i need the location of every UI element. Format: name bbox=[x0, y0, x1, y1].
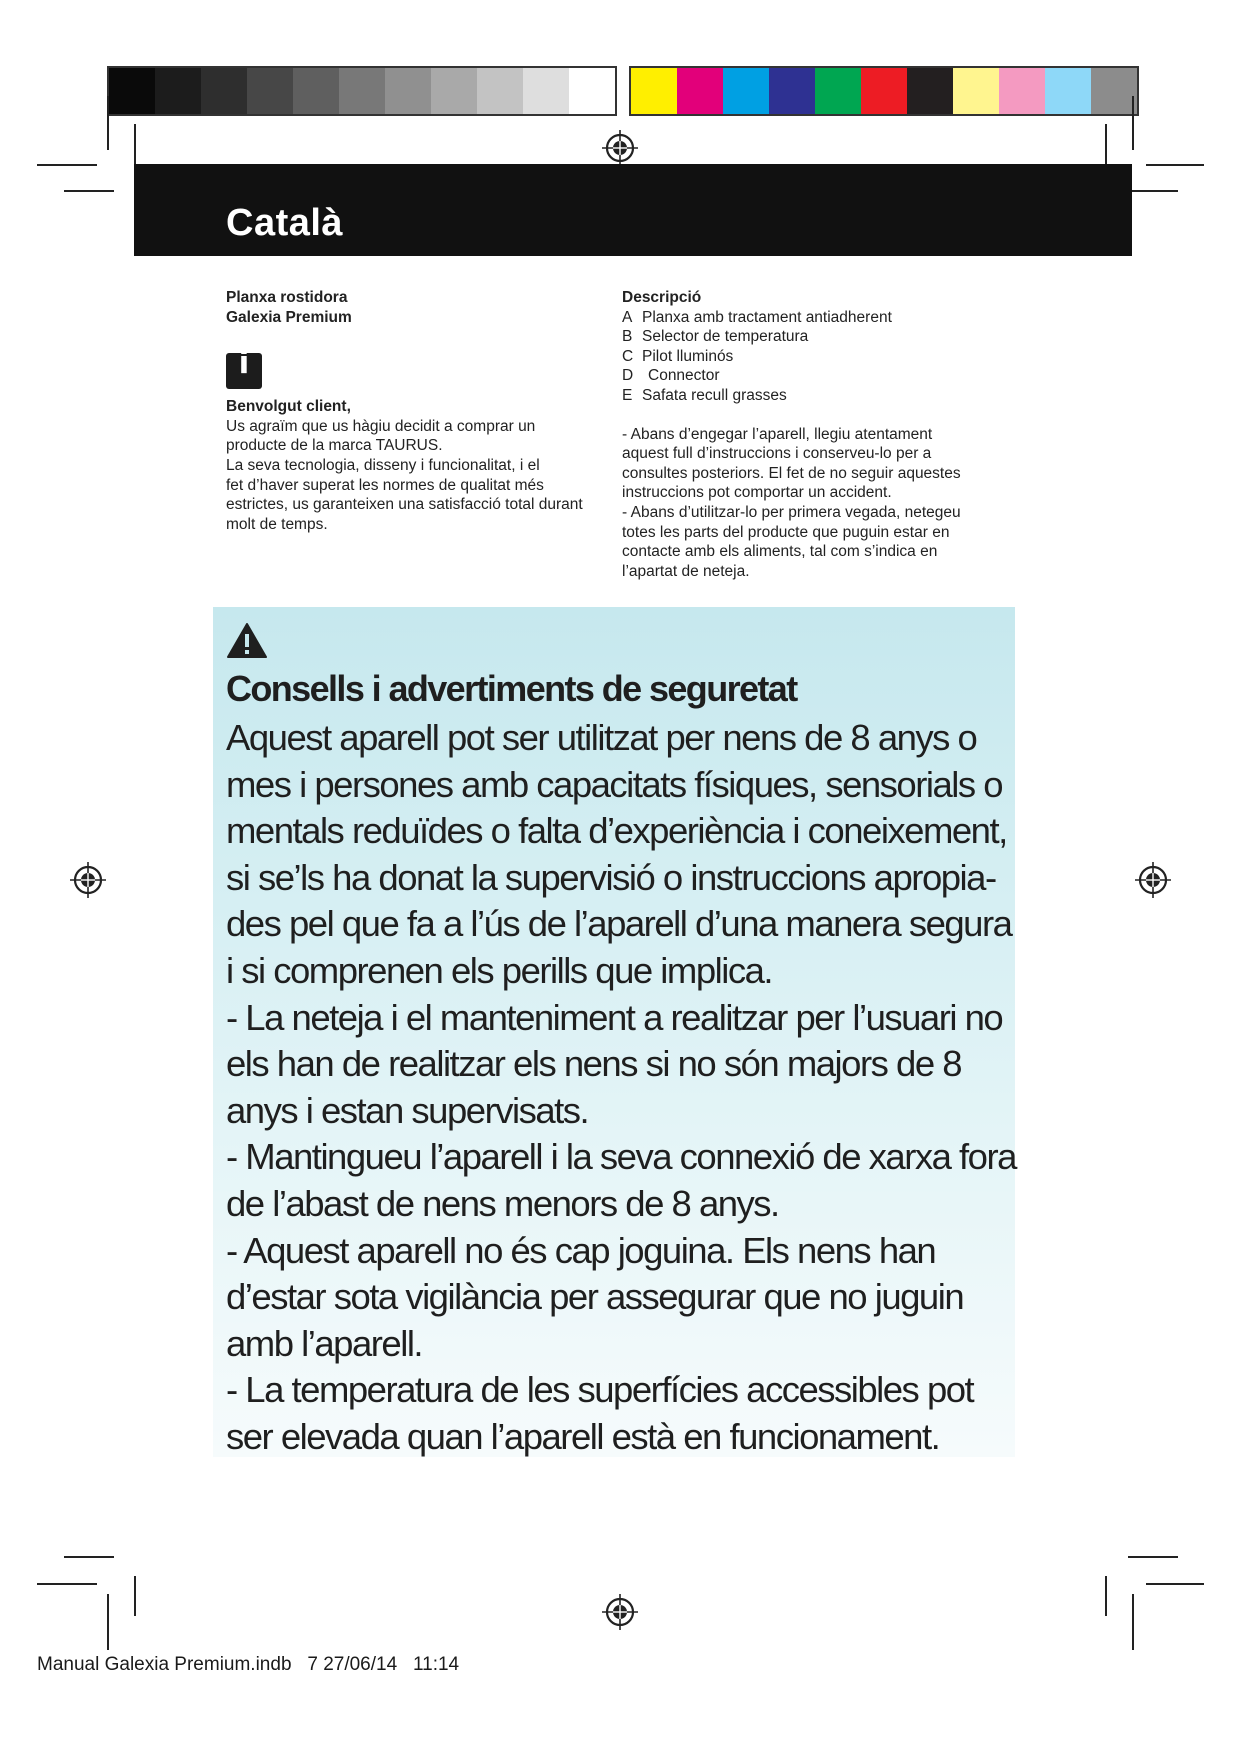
crop-mark bbox=[1146, 164, 1204, 166]
crop-mark bbox=[64, 190, 114, 192]
safety-line: Aquest aparell pot ser utilitzat per nens de 8 anys o bbox=[226, 717, 977, 758]
item-text: Pilot lluminós bbox=[642, 347, 734, 365]
intro-line: molt de temps. bbox=[226, 515, 328, 533]
safety-line: - La temperatura de les superfícies accessibles pot bbox=[226, 1369, 974, 1411]
registration-mark-icon bbox=[600, 1592, 640, 1632]
gray-swatch bbox=[385, 68, 431, 114]
crop-mark bbox=[37, 164, 97, 166]
product-name-line1: Planxa rostidora bbox=[226, 289, 348, 306]
safety-line: des pel que fa a l’ús de l’aparell d’una manera segura bbox=[226, 903, 1012, 945]
item-letter: E bbox=[622, 386, 633, 404]
crop-mark bbox=[1132, 1594, 1134, 1650]
grayscale-bar bbox=[107, 66, 617, 116]
item-letter: A bbox=[622, 308, 633, 326]
crop-mark bbox=[107, 1594, 109, 1650]
safety-line: mentals reduïdes o falta d’experiència i coneixement, bbox=[226, 810, 1007, 852]
color-swatch bbox=[631, 68, 677, 114]
page-title: Català bbox=[226, 202, 344, 244]
color-swatch bbox=[953, 68, 999, 114]
color-swatch bbox=[1091, 68, 1137, 114]
intro-line: producte de la marca TAURUS. bbox=[226, 437, 443, 455]
product-name-line2: Galexia Premium bbox=[226, 308, 352, 326]
safety-line: mes i persones amb capacitats físiques, sensorials o bbox=[226, 763, 1003, 805]
item-text: Selector de temperatura bbox=[642, 328, 809, 346]
color-swatch bbox=[677, 68, 723, 114]
info-icon bbox=[226, 345, 262, 389]
intro-line: La seva tecnologia, disseny i funcionalitat, i el bbox=[226, 456, 540, 474]
crop-mark bbox=[1128, 190, 1178, 192]
safety-line: anys i estan supervisats. bbox=[226, 1089, 589, 1131]
gray-swatch bbox=[477, 68, 523, 114]
color-swatch bbox=[769, 68, 815, 114]
safety-line: amb l’aparell. bbox=[226, 1322, 423, 1364]
note-line: instruccions pot comportar un accident. bbox=[622, 484, 892, 502]
note-line: - Abans d’engegar l’aparell, llegiu atentament bbox=[622, 425, 933, 443]
item-text: Safata recull grasses bbox=[642, 386, 787, 404]
safety-line: de l’abast de nens menors de 8 anys. bbox=[226, 1182, 779, 1224]
language-header bbox=[134, 164, 1132, 256]
color-swatch bbox=[861, 68, 907, 114]
gray-swatch bbox=[339, 68, 385, 114]
intro-line: fet d’haver superat les normes de qualitat més bbox=[226, 476, 544, 494]
safety-line: els han de realitzar els nens si no són majors de 8 bbox=[226, 1043, 962, 1085]
crop-mark bbox=[134, 1576, 136, 1616]
gray-swatch bbox=[431, 68, 477, 114]
gray-swatch bbox=[201, 68, 247, 114]
description-item bbox=[622, 347, 1022, 367]
gray-swatch bbox=[293, 68, 339, 114]
item-letter: D bbox=[622, 367, 634, 385]
color-swatch bbox=[815, 68, 861, 114]
safety-line: si se’ls ha donat la supervisió o instruccions apropia- bbox=[226, 856, 996, 898]
color-swatch bbox=[723, 68, 769, 114]
item-letter: C bbox=[622, 347, 634, 365]
note-line: - Abans d’utilitzar-lo per primera vegada, netegeu bbox=[622, 503, 961, 521]
crop-mark bbox=[1105, 1576, 1107, 1616]
info-icon-glyph: i bbox=[238, 345, 250, 382]
note-line: consultes posteriors. El fet de no seguir aquestes bbox=[622, 464, 961, 482]
warning-icon bbox=[226, 622, 268, 660]
note-line: contacte amb els aliments, tal com s’indica en bbox=[622, 543, 938, 561]
item-text: Planxa amb tractament antiadherent bbox=[642, 308, 892, 326]
gray-swatch bbox=[523, 68, 569, 114]
registration-mark-icon bbox=[68, 860, 108, 900]
crop-mark bbox=[64, 1556, 114, 1558]
description-item bbox=[622, 366, 1022, 386]
gray-swatch bbox=[109, 68, 155, 114]
crop-mark bbox=[107, 96, 109, 150]
gray-swatch bbox=[247, 68, 293, 114]
registration-mark-icon bbox=[600, 128, 640, 168]
intro-line: Us agraïm que us hàgiu decidit a comprar un bbox=[226, 417, 536, 435]
color-swatch bbox=[1045, 68, 1091, 114]
description-column bbox=[622, 288, 1022, 581]
description-item bbox=[622, 327, 1022, 347]
crop-mark bbox=[1146, 1583, 1204, 1585]
safety-body bbox=[226, 715, 1056, 1461]
description-item bbox=[622, 308, 1022, 328]
safety-line: d’estar sota vigilància per assegurar que no juguin bbox=[226, 1276, 964, 1318]
crop-mark bbox=[37, 1583, 97, 1585]
safety-line: - Mantingueu l’aparell i la seva connexió de xarxa fora bbox=[226, 1136, 1016, 1178]
print-slug: Manual Galexia Premium.indb 7 27/06/14 11:14 bbox=[37, 1654, 460, 1675]
safety-line: - La neteja i el manteniment a realitzar per l’usuari no bbox=[226, 996, 1003, 1038]
safety-line: i si comprenen els perills que implica. bbox=[226, 949, 773, 991]
note-line: totes les parts del producte que puguin estar en bbox=[622, 523, 950, 541]
note-line: aquest full d’instruccions i conserveu-lo per a bbox=[622, 445, 932, 463]
greeting: Benvolgut client, bbox=[226, 398, 351, 416]
color-swatch bbox=[999, 68, 1045, 114]
intro-column bbox=[226, 288, 606, 534]
safety-title: Consells i advertiments de seguretat bbox=[226, 668, 797, 709]
gray-swatch bbox=[569, 68, 615, 114]
item-text: Connector bbox=[648, 367, 720, 385]
crop-mark bbox=[1128, 1556, 1178, 1558]
registration-mark-icon bbox=[1133, 860, 1173, 900]
description-title: Descripció bbox=[622, 289, 702, 306]
crop-mark bbox=[134, 124, 136, 164]
item-letter: B bbox=[622, 328, 633, 346]
note-line: l’apartat de neteja. bbox=[622, 562, 750, 580]
intro-line: estrictes, us garanteixen una satisfacció total durant bbox=[226, 496, 583, 514]
gray-swatch bbox=[155, 68, 201, 114]
crop-mark bbox=[1132, 96, 1134, 150]
description-item bbox=[622, 386, 1022, 406]
color-swatch bbox=[907, 68, 953, 114]
color-bar bbox=[629, 66, 1139, 116]
safety-line: - Aquest aparell no és cap joguina. Els nens han bbox=[226, 1229, 936, 1271]
safety-line: ser elevada quan l’aparell està en funcionament. bbox=[226, 1415, 940, 1457]
